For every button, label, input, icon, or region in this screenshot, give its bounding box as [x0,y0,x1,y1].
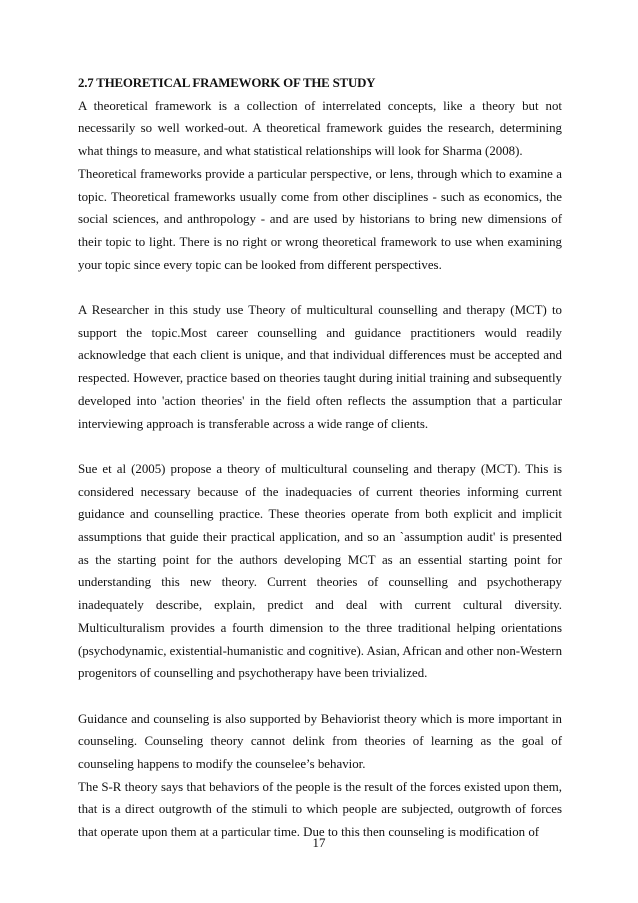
paragraph-perspective: Theoretical frameworks provide a particular perspective, or lens, through which to examine a topic. Theoretical frameworks usually come from other disciplines - such as economics, the social sciences, and anthropology - and are used by historians to bring new dimensions of their topic to light. There is no right or wrong theoretical framework to use when examining your topic since every topic can be looked from different perspectives. [78,166,562,272]
paragraph-gap [78,435,562,458]
paragraph-sr-theory: The S-R theory says that behaviors of the people is the result of the forces existed upon them, that is a direct outgrowth of the stimuli to which people are subjected, outgrowth of forces that operate upon them at a particular time. Due to this then counseling is modification of [78,779,562,840]
paragraph-sue-et-al: Sue et al (2005) propose a theory of multicultural counseling and therapy (MCT). This is considered necessary because of the inadequacies of current theories informing current guidance and counselling practice. These theories operate from both explicit and implicit assumptions that guide their practical application, and so an `assumption audit' is presented as the starting point for the authors developing MCT as an essential starting point for understanding this new theory. Current theories of counselling and psychotherapy inadequately describe, explain, predict and deal with current cultural diversity. Multiculturalism provides a fourth dimension to the three traditional helping orientations (psychodynamic, existential-humanistic and cognitive). Asian, African and other non-Western progenitors of counselling and psychotherapy have been trivialized. [78,461,563,681]
paragraph-gap [78,685,562,708]
paragraph-gap [78,276,562,299]
document-body [78,72,562,844]
paragraph-definition: A theoretical framework is a collection of interrelated concepts, like a theory but not necessarily so well worked-out. A theoretical framework guides the research, determining what things to measure, and what statistical relationships will look for Sharma (2008). [78,98,562,159]
section-heading: 2.7 THEORETICAL FRAMEWORK OF THE STUDY [78,76,376,90]
paragraph-mct-intro: A Researcher in this study use Theory of multicultural counselling and therapy (MCT) to support the topic.Most career counselling and guidance practitioners would readily acknowledge that each client is unique, and that individual differences must be accepted and respected. However, practice based on theories taught during initial training and subsequently developed into 'action theories' in the field often reflects the assumption that a particular interviewing approach is transferable across a wide range of clients. [78,303,562,431]
page-number: 17 [312,836,326,850]
paragraph-behaviorist: Guidance and counseling is also supported by Behaviorist theory which is more important in counseling. Counseling theory cannot delink from theories of learning as the goal of counseling happens to modify the counselee’s behavior. [78,711,562,772]
